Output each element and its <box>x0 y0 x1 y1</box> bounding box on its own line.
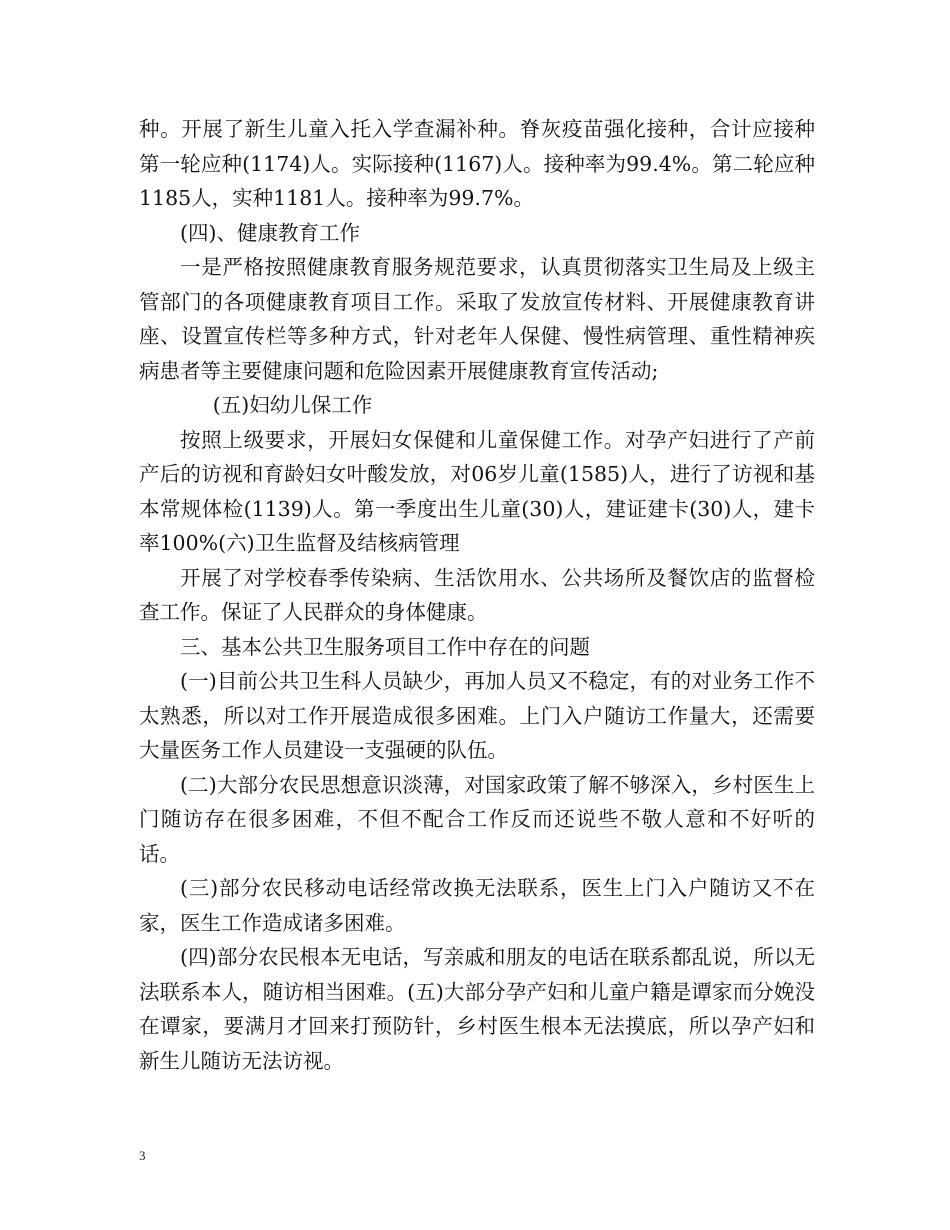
paragraph-maternal-child: 按照上级要求，开展妇女保健和儿童保健工作。对孕产妇进行了产前产后的访视和育龄妇女叶酸发放，对06岁儿童(1585)人，进行了访视和基本常规体检(1139)人。第一季度出生儿童(30)人，建证建卡(30)人，建卡率100%(六)卫生监督及结核病管理 <box>139 427 815 555</box>
document-body <box>139 112 815 1078</box>
page-number: 3 <box>139 1148 146 1163</box>
paragraph-supervision: 开展了对学校春季传染病、生活饮用水、公共场所及餐饮店的监督检查工作。保证了人民群众的身体健康。 <box>139 565 815 624</box>
paragraph-problem-4-5: (四)部分农民根本无电话，写亲戚和朋友的电话在联系都乱说，所以无法联系本人，随访相当困难。(五)大部分孕产妇和儿童户籍是谭家而分娩没在谭家，要满月才回来打预防针，乡村医生根本无法摸底，所以孕产妇和新生儿随访无法访视。 <box>139 945 815 1073</box>
paragraph-health-education: 一是严格按照健康教育服务规范要求，认真贯彻落实卫生局及上级主管部门的各项健康教育项目工作。采取了发放宣传材料、开展健康教育讲座、设置宣传栏等多种方式，针对老年人保健、慢性病管理、重性精神疾病患者等主要健康问题和危险因素开展健康教育宣传活动; <box>139 255 815 383</box>
section-heading-problems: 三、基本公共卫生服务项目工作中存在的问题 <box>180 634 590 659</box>
paragraph-problem-1: (一)目前公共卫生科人员缺少，再加人员又不稳定，有的对业务工作不太熟悉，所以对工作开展造成很多困难。上门入户随访工作量大，还需要大量医务工作人员建设一支强硬的队伍。 <box>139 669 815 762</box>
section-heading-health-education: (四)、健康教育工作 <box>180 220 360 245</box>
paragraph-vaccination: 种。开展了新生儿童入托入学查漏补种。脊灰疫苗强化接种，合计应接种第一轮应种(1174)人。实际接种(1167)人。接种率为99.4%。第二轮应种1185人，实种1181人。接种率为99.7%。 <box>139 117 815 210</box>
paragraph-problem-2: (二)大部分农民思想意识淡薄，对国家政策了解不够深入，乡村医生上门随访存在很多困难，不但不配合工作反而还说些不敬人意和不好听的话。 <box>139 772 815 866</box>
section-heading-maternal-child: (五)妇幼儿保工作 <box>212 393 373 417</box>
paragraph-problem-3: (三)部分农民移动电话经常改换无法联系，医生上门入户随访又不在家，医生工作造成诸多困难。 <box>139 876 815 935</box>
